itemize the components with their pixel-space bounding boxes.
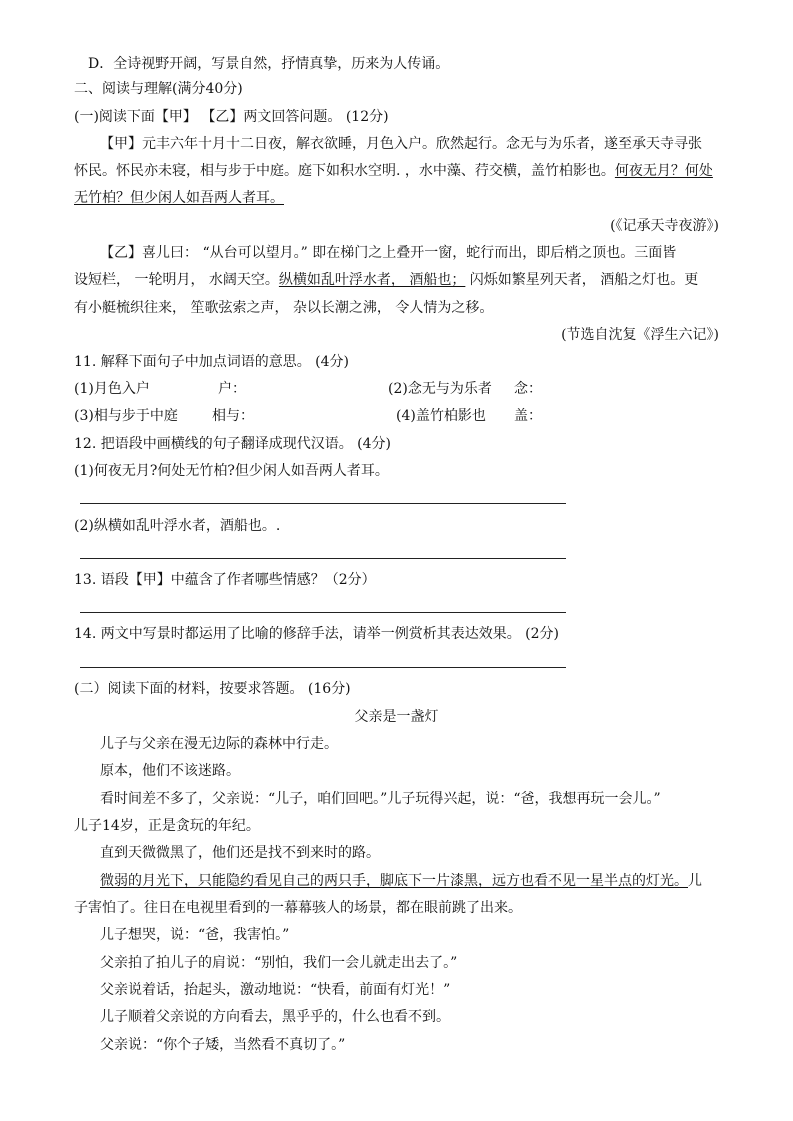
yi-line3: 有小艇梳织往来， 笙歌弦索之声， 杂以长潮之沸， 令人情为之移。	[74, 300, 494, 316]
yi-source: (节选自沈复《浮生六记》)	[561, 327, 719, 343]
yi-line2-tail: 闪烁如繁星列天者， 酒船之灯也。更	[465, 272, 699, 288]
q14-stem: 14. 两文中写景时都运用了比喻的修辞手法，请举一例赏析其表达效果。 (2分)	[74, 626, 559, 642]
passage-paragraph-5-cont: 子害怕了。往日在电视里看到的一幕幕骇人的场景，都在眼前跳了出来。	[74, 900, 522, 916]
q14-answer-line[interactable]	[80, 667, 566, 668]
q11-item-2-sentence: (2)念无与为乐者	[388, 381, 492, 397]
q11-item-2-word: 念：	[514, 381, 542, 397]
q12-sentence-1: (1)何夜无月?何处无竹柏?但少闲人如吾两人者耳。	[74, 463, 389, 479]
q12-stem: 12. 把语段中画横线的句子翻译成现代汉语。 (4分)	[74, 436, 391, 452]
passage-paragraph-4: 直到天微微黑了，他们还是找不到来时的路。	[100, 845, 380, 861]
passage-paragraph-7: 父亲拍了拍儿子的肩说：“别怕，我们一会儿就走出去了。”	[100, 955, 458, 971]
jia-source: (《记承天寺夜游》)	[610, 218, 719, 234]
q11-stem: 11. 解释下面句子中加点词语的意思。 (4分)	[74, 354, 349, 370]
passage-paragraph-3-cont: 儿子14岁，正是贪玩的年纪。	[74, 818, 260, 834]
yi-line2-text: 设短栏， 一轮明月， 水阔天空。	[74, 272, 279, 288]
passage-paragraph-5-tail: 儿	[688, 873, 702, 889]
q13-stem: 13. 语段【甲】中蕴含了作者哪些情感？（2分）	[74, 572, 376, 588]
yi-underlined-sentence: 纵横如乱叶浮水者， 酒船也；	[278, 272, 466, 288]
passage-paragraph-1: 儿子与父亲在漫无边际的森林中行走。	[100, 736, 338, 752]
q11-item-3-word: 相与：	[212, 408, 254, 424]
part1-heading: (一)阅读下面【甲】 【乙】两文回答问题。 (12分)	[74, 109, 389, 125]
q11-item-4-sentence: (4)盖竹柏影也	[396, 408, 486, 424]
jia-line1: 【甲】元丰六年十月十二日夜，解衣欲睡，月色入户。欣然起行。念无与为乐者，遂至承天寺寻张	[100, 136, 702, 152]
passage-paragraph-8: 父亲说着话，抬起头，激动地说：“快看，前面有灯光！”	[100, 982, 451, 998]
q11-item-1-sentence: (1)月色入户	[74, 381, 150, 397]
yi-line2	[74, 270, 698, 290]
jia-underlined-sentence-end: 无竹柏？但少闲人如吾两人者耳。	[74, 190, 284, 206]
q12-answer-line-2[interactable]	[80, 558, 566, 559]
yi-line1: 【乙】喜儿曰： “从台可以望月。” 即在梯门之上叠开一窗，蛇行而出，即后梢之顶也。三面皆	[100, 245, 677, 261]
q11-item-1-word: 户：	[218, 381, 246, 397]
passage-paragraph-6: 儿子想哭，说：“爸，我害怕。”	[100, 927, 290, 943]
q12-sentence-2: (2)纵横如乱叶浮水者，酒船也。.	[74, 518, 281, 534]
option-d: D．全诗视野开阔，写景自然，抒情真挚，历来为人传诵。	[88, 56, 450, 72]
q11-item-4-word: 盖：	[514, 408, 542, 424]
passage-paragraph-10: 父亲说：“你个子矮，当然看不真切了。”	[100, 1037, 346, 1053]
q12-answer-line-1[interactable]	[80, 503, 566, 504]
q11-item-3-sentence: (3)相与步于中庭	[74, 408, 178, 424]
passage-underlined-sentence: 微弱的月光下，只能隐约看见自己的两只手，脚底下一片漆黑，远方也看不见一星半点的灯光。	[100, 873, 688, 889]
passage-title: 父亲是一盏灯	[354, 709, 439, 725]
jia-line2	[74, 161, 713, 181]
jia-underlined-sentence-start: 何夜无月？何处	[614, 163, 713, 179]
passage-paragraph-9: 儿子顺着父亲说的方向看去，黑乎乎的，什么也看不到。	[100, 1009, 450, 1025]
q13-answer-line[interactable]	[80, 612, 566, 613]
part2-heading: (二）阅读下面的材料，按要求答题。 (16分)	[74, 681, 351, 697]
passage-paragraph-5	[100, 871, 702, 891]
jia-line2-text: 怀民。怀民亦未寝，相与步于中庭。庭下如积水空明. ，水中藻、荇交横，盖竹柏影也。	[74, 163, 615, 179]
section-two-heading: 二、阅读与理解(满分40分)	[74, 81, 243, 97]
passage-paragraph-2: 原本，他们不该迷路。	[100, 763, 240, 779]
passage-paragraph-3: 看时间差不多了，父亲说：“儿子，咱们回吧。”儿子玩得兴起，说：“爸，我想再玩一会儿。”	[100, 791, 661, 807]
